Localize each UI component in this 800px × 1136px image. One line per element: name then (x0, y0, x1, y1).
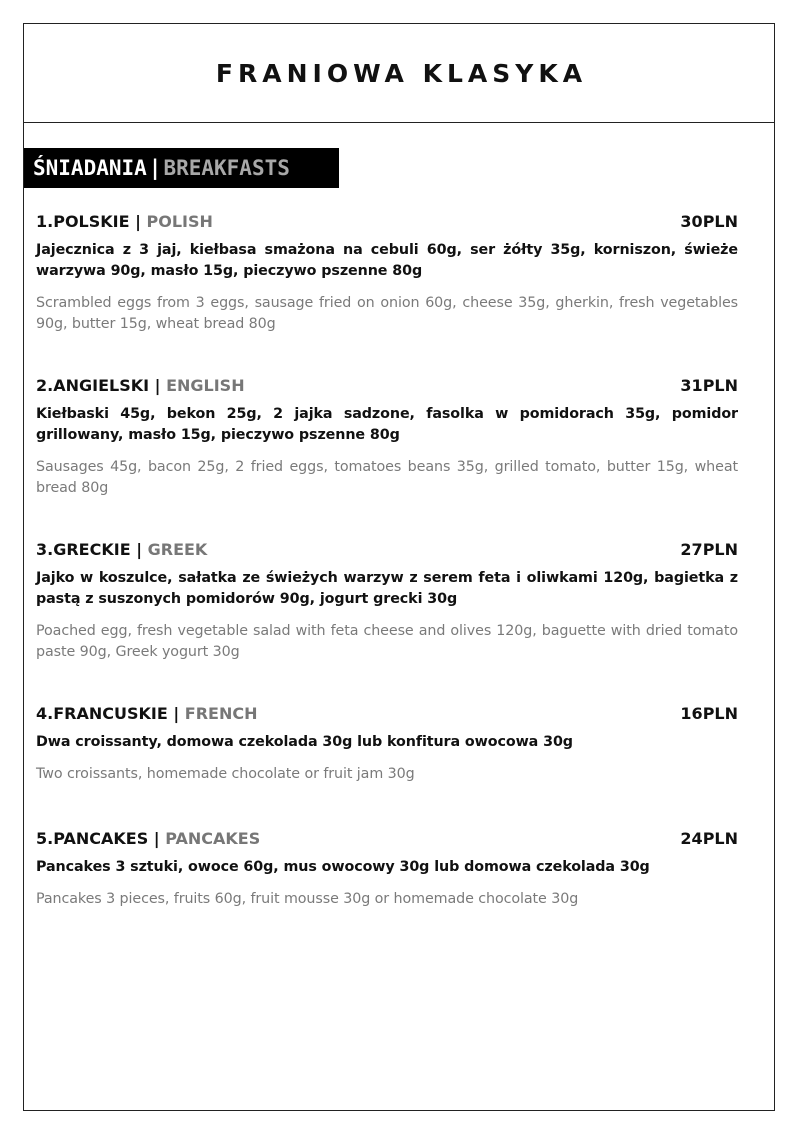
menu-item-pancakes (36, 829, 738, 910)
menu-item-header (36, 704, 738, 726)
menu-item-header (36, 212, 738, 234)
menu-item-name-pl: 3.GRECKIE (36, 540, 131, 559)
menu-item-separator: | (167, 704, 185, 723)
section-title-pl: ŚNIADANIA (33, 156, 147, 180)
menu-item-description-en: Pancakes 3 pieces, fruits 60g, fruit mousse 30g or homemade chocolate 30g (36, 891, 579, 907)
menu-item-description-pl: Jajecznica z 3 jaj, kiełbasa smażona na cebuli 60g, ser żółty 35g, korniszon, świeże warzywa 90g, masło 15g, pieczywo pszenne 80g (36, 242, 738, 279)
menu-item-name-en: POLISH (146, 212, 213, 231)
menu-header (24, 24, 774, 123)
menu-item-name-pl: 1.POLSKIE (36, 212, 130, 231)
menu-item-name-en: PANCAKES (165, 829, 261, 848)
section-title-en: BREAKFASTS (163, 156, 290, 180)
menu-item-description-pl: Pancakes 3 sztuki, owoce 60g, mus owocowy 30g lub domowa czekolada 30g (36, 859, 650, 875)
menu-item-title (36, 540, 207, 559)
menu-item-name-en: FRENCH (184, 704, 258, 723)
menu-item-name-en: GREEK (147, 540, 208, 559)
menu-item-name-pl: 4.FRANCUSKIE (36, 704, 168, 723)
menu-item-price: 16PLN (680, 704, 738, 723)
menu-item-title (36, 704, 257, 723)
menu-item-name-pl: 5.PANCAKES (36, 829, 149, 848)
menu-item-separator: | (149, 376, 167, 395)
menu-item-price: 27PLN (680, 540, 738, 559)
menu-page (23, 23, 775, 1111)
section-banner-breakfasts (24, 148, 339, 188)
menu-item-description-pl: Kiełbaski 45g, bekon 25g, 2 jajka sadzone, fasolka w pomidorach 35g, pomidor grillowany, masło 15g, pieczywo pszenne 80g (36, 406, 738, 443)
menu-item-separator: | (130, 540, 148, 559)
menu-item-name-en: ENGLISH (166, 376, 245, 395)
menu-item-separator: | (148, 829, 166, 848)
menu-item-description-pl: Jajko w koszulce, sałatka ze świeżych warzyw z serem feta i oliwkami 120g, bagietka z pastą z suszonych pomidorów 90g, jogurt grecki 30g (36, 570, 738, 607)
menu-item-header (36, 376, 738, 398)
menu-item-english (36, 376, 738, 499)
menu-item-description-en: Sausages 45g, bacon 25g, 2 fried eggs, tomatoes beans 35g, grilled tomato, butter 15g, wheat bread 80g (36, 459, 738, 496)
menu-item-separator: | (129, 212, 147, 231)
menu-title: FRANIOWA KLASYKA (215, 58, 588, 88)
menu-item-description-pl: Dwa croissanty, domowa czekolada 30g lub konfitura owocowa 30g (36, 734, 573, 750)
menu-item-title (36, 829, 260, 848)
section-title-separator: | (148, 156, 162, 180)
menu-item-polish (36, 212, 738, 335)
menu-item-description-en: Two croissants, homemade chocolate or fruit jam 30g (36, 766, 415, 782)
menu-item-greek (36, 540, 738, 663)
menu-item-title (36, 212, 213, 231)
menu-item-header (36, 829, 738, 851)
menu-item-price: 31PLN (680, 376, 738, 395)
menu-item-description-en: Scrambled eggs from 3 eggs, sausage fried on onion 60g, cheese 35g, gherkin, fresh vegetables 90g, butter 15g, wheat bread 80g (36, 295, 738, 332)
menu-item-price: 24PLN (680, 829, 738, 848)
menu-item-header (36, 540, 738, 562)
menu-item-description-en: Poached egg, fresh vegetable salad with feta cheese and olives 120g, baguette with dried tomato paste 90g, Greek yogurt 30g (36, 623, 738, 660)
menu-item-title (36, 376, 245, 395)
menu-item-price: 30PLN (680, 212, 738, 231)
menu-item-french (36, 704, 738, 785)
menu-item-name-pl: 2.ANGIELSKI (36, 376, 150, 395)
